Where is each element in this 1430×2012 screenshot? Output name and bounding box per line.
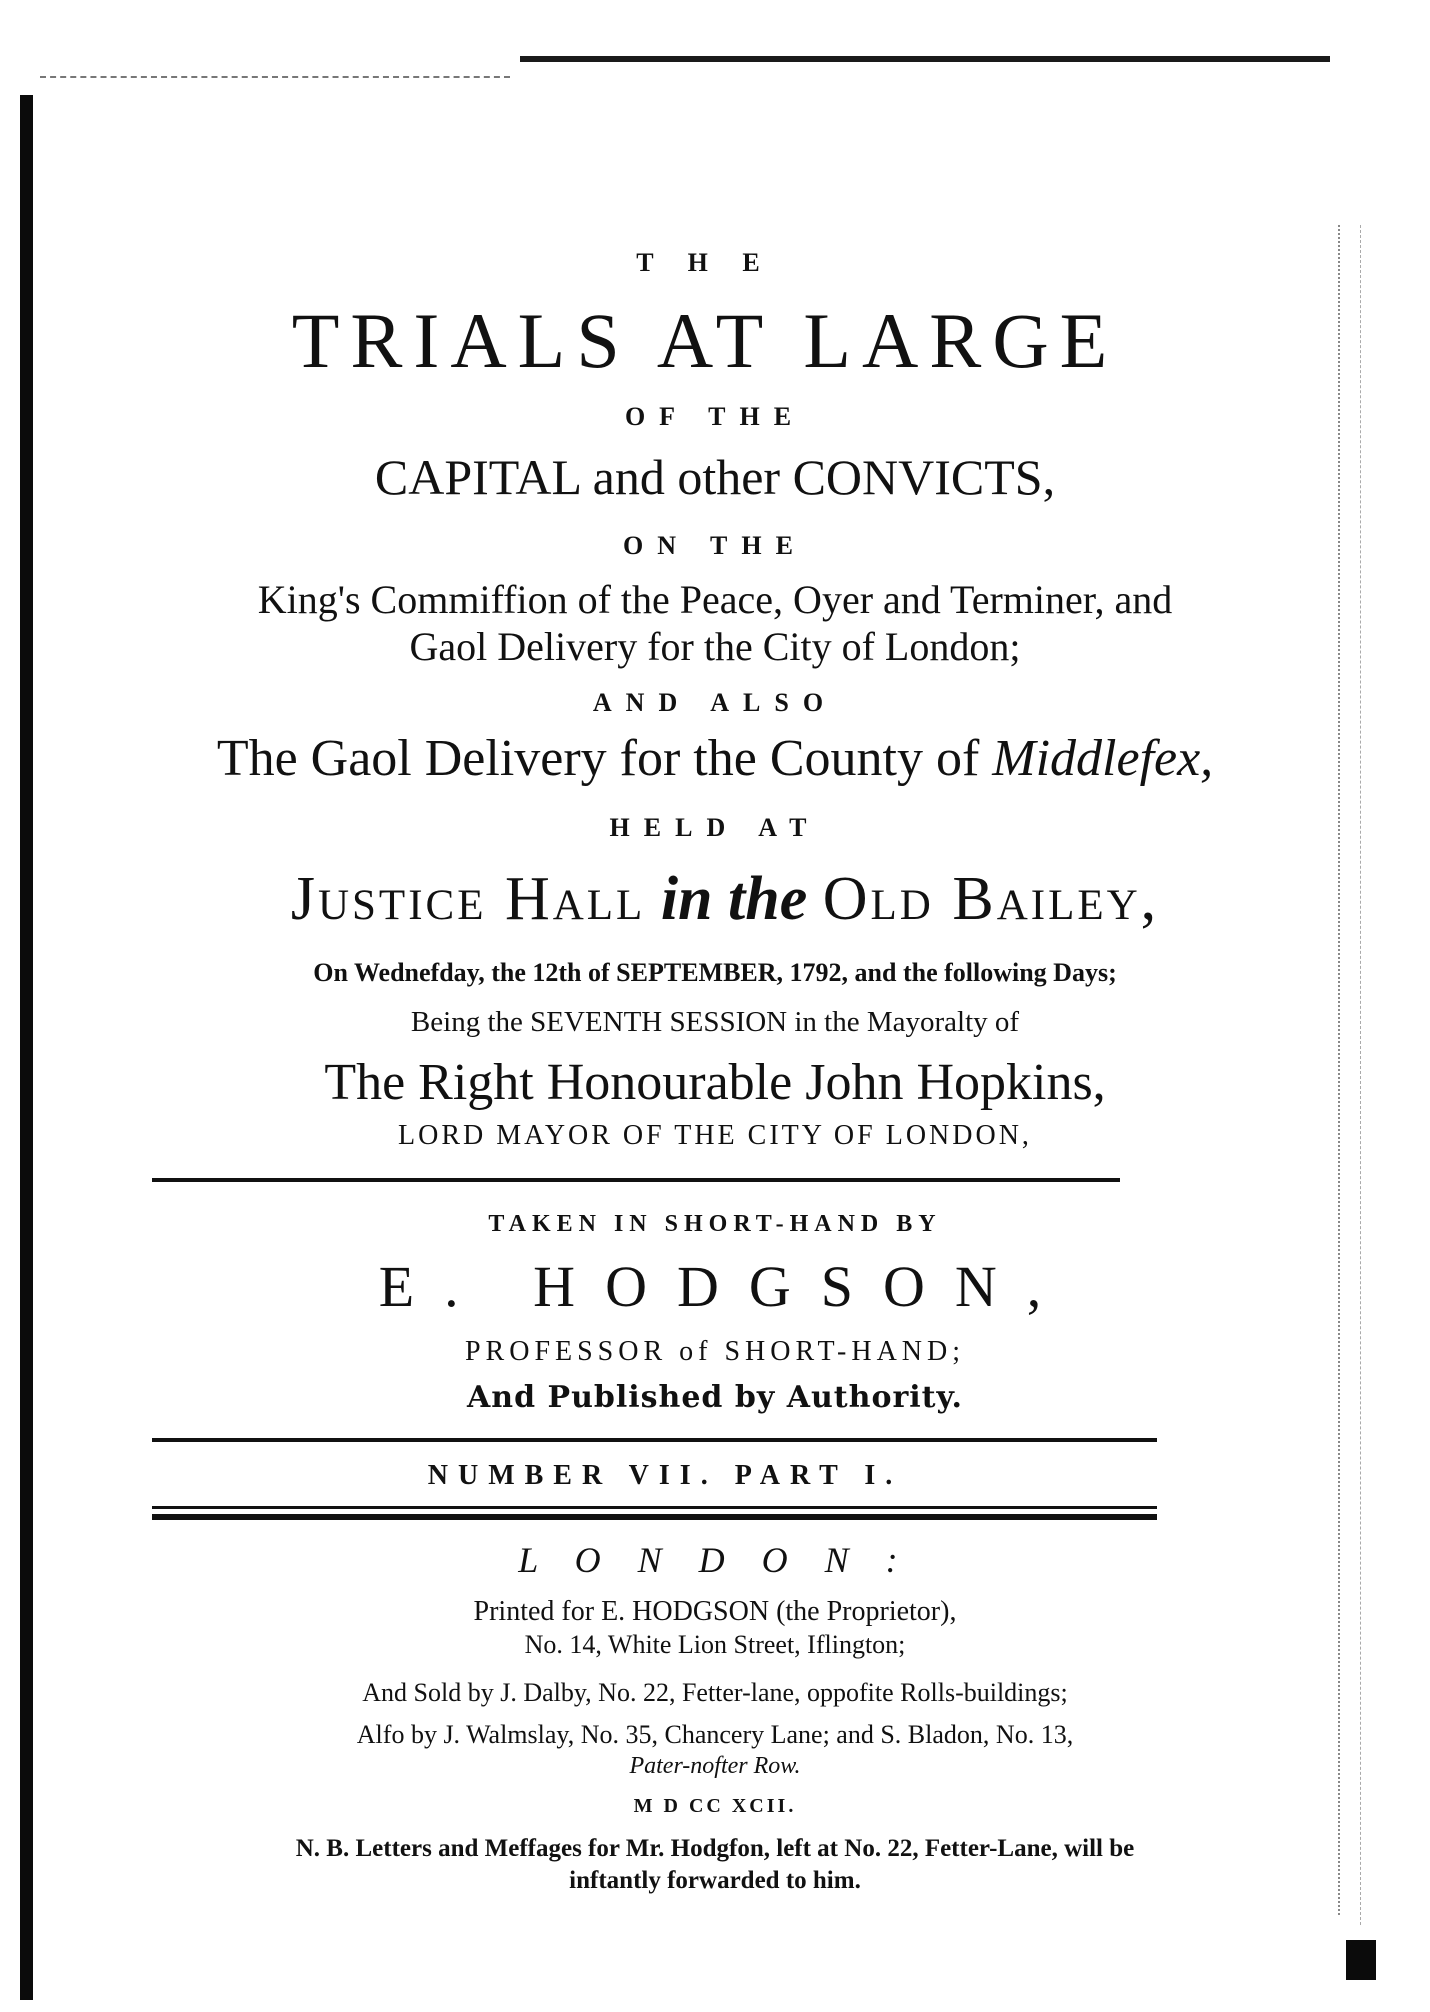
page-edge-top-left <box>40 76 510 80</box>
year-line: M D CC XCII. <box>633 1795 797 1817</box>
justice-hall-line <box>10 865 1430 933</box>
the-heading: T H E <box>636 248 774 277</box>
on-the-heading: ON THE <box>623 531 807 560</box>
session-line: Being the SEVENTH SESSION in the Mayoralty of <box>410 1006 1020 1038</box>
gaol-delivery-prefix: The Gaol Delivery for the County of <box>216 730 980 787</box>
sold-by-line: And Sold by J. Dalby, No. 22, Fetter-lane, oppofite Rolls-buildings; <box>362 1678 1068 1707</box>
also-by-line-2: Pater-nofter Row. <box>629 1753 801 1779</box>
nb-line-1: N. B. Letters and Meffages for Mr. Hodgfon, left at No. 22, Fetter-Lane, will be <box>295 1835 1135 1862</box>
justice-hall-a: Justice Hall <box>290 865 646 933</box>
divider-rule-1 <box>152 1178 1120 1182</box>
mayor-title: LORD MAYOR OF THE CITY OF LONDON, <box>398 1120 1032 1151</box>
printed-for-line: Printed for E. HODGSON (the Proprietor), <box>473 1596 957 1627</box>
page-corner-mark <box>1346 1940 1376 1980</box>
number-line: NUMBER VII. PART I. <box>427 1460 903 1491</box>
gaol-delivery-county: Middlefex, <box>992 730 1214 787</box>
divider-rule-4 <box>152 1514 1157 1520</box>
professor-line: PROFESSOR of SHORT-HAND; <box>464 1336 966 1367</box>
and-also-heading: AND ALSO <box>592 688 838 717</box>
divider-rule-3 <box>152 1506 1157 1509</box>
also-by-line-1: Alfo by J. Walmslay, No. 35, Chancery Lane; and S. Bladon, No. 13, <box>356 1720 1074 1749</box>
page-edge-left <box>20 95 33 2000</box>
convicts-heading: CAPITAL and other CONVICTS, <box>374 449 1056 505</box>
london-heading: L O N D O N : <box>518 1540 912 1580</box>
date-line: On Wednefday, the 12th of SEPTEMBER, 1792, and the following Days; <box>313 958 1117 987</box>
held-at-heading: HELD AT <box>609 813 821 842</box>
taken-by-line: TAKEN IN SHORT-HAND BY <box>488 1211 942 1237</box>
divider-rule-2 <box>152 1438 1157 1442</box>
nb-line-2: inftantly forwarded to him. <box>569 1867 861 1894</box>
justice-hall-b: in the <box>660 865 808 933</box>
of-the-heading: OF THE <box>624 402 806 431</box>
address-line: No. 14, White Lion Street, Iflington; <box>524 1630 906 1659</box>
commission-line-1: King's Commiffion of the Peace, Oyer and Terminer, and <box>257 577 1173 622</box>
author-name: E. HODGSON, <box>378 1254 1072 1319</box>
main-title: TRIALS AT LARGE <box>291 297 1119 384</box>
commission-line-2: Gaol Delivery for the City of London; <box>409 624 1021 669</box>
gaol-delivery-line <box>0 730 1430 787</box>
page-edge-top <box>520 56 1330 62</box>
mayor-name: The Right Honourable John Hopkins, <box>324 1054 1106 1111</box>
published-line: And Published by Authority. <box>467 1380 963 1415</box>
justice-hall-c: Old Bailey, <box>822 865 1160 933</box>
